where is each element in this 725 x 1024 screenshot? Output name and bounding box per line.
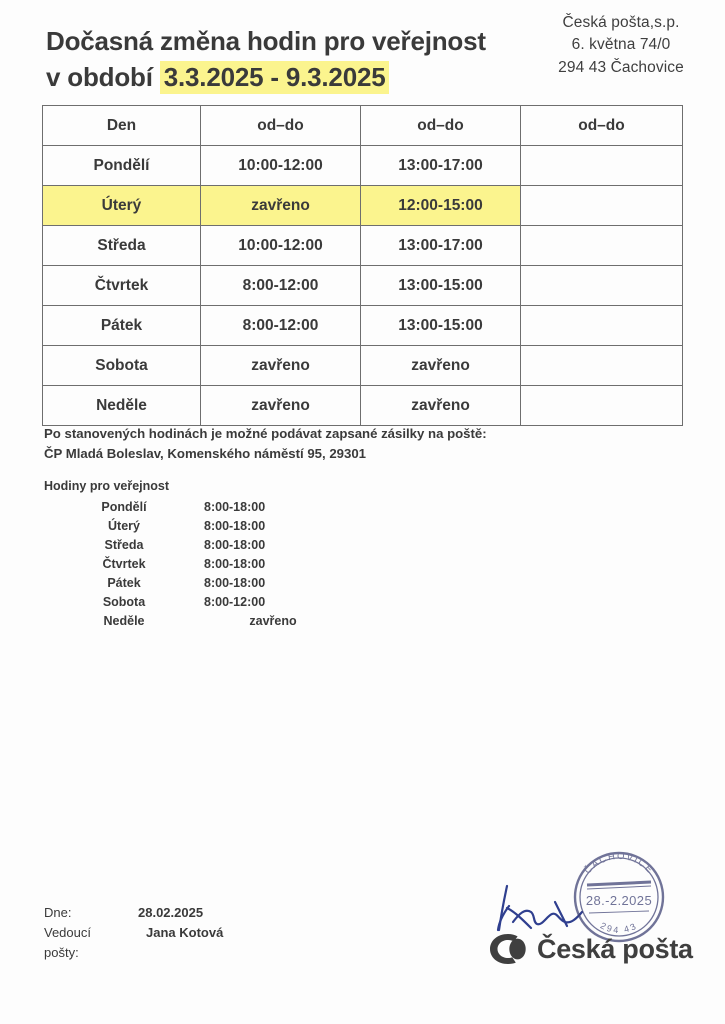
cell-range-3	[521, 186, 683, 226]
regular-hours-day: Neděle	[103, 613, 145, 628]
header-cell-range-3: od–do	[521, 106, 683, 146]
footer-manager-value: Jana Kotová	[146, 925, 224, 941]
regular-hours-time: 8:00-18:00	[204, 518, 266, 533]
cell-day: Neděle	[43, 386, 201, 426]
footer-date-value: 28.02.2025	[138, 905, 204, 920]
table-row	[43, 386, 683, 426]
cell-range-1: zavřeno	[201, 186, 361, 226]
footer-date-row	[44, 903, 223, 923]
footer-manager-row	[44, 923, 223, 963]
title-line-1: Dočasná změna hodin pro veřejnost	[46, 26, 486, 56]
cell-day: Pátek	[43, 306, 201, 346]
cell-range-1: zavřeno	[201, 386, 361, 426]
cell-day: Pondělí	[43, 146, 201, 186]
svg-text:28.-2.2025: 28.-2.2025	[585, 893, 653, 908]
cell-range-2: 13:00-17:00	[361, 146, 521, 186]
svg-text:ČACHOVICE: ČACHOVICE	[582, 850, 656, 877]
header-cell-day: Den	[43, 106, 201, 146]
regular-hours-day: Sobota	[102, 594, 146, 609]
notice-line-2: ČP Mladá Boleslav, Komenského náměstí 95, 29301	[44, 445, 367, 461]
regular-hours-title: Hodiny pro veřejnost	[44, 479, 170, 493]
regular-hours-row	[44, 611, 354, 630]
brand-logo	[488, 932, 693, 966]
footer-block	[44, 903, 223, 963]
cell-range-2: 12:00-15:00	[361, 186, 521, 226]
brand-logo-text: Česká pošta	[537, 933, 693, 964]
cell-range-3	[521, 226, 683, 266]
cell-range-3	[521, 386, 683, 426]
cell-range-3	[521, 146, 683, 186]
table-row	[43, 186, 683, 226]
regular-hours-day: Úterý	[108, 518, 140, 533]
cell-range-3	[521, 346, 683, 386]
title-line-2	[46, 60, 566, 96]
title-period-highlight: 3.3.2025 - 9.3.2025	[160, 61, 390, 94]
postal-horn-icon	[488, 932, 528, 966]
regular-hours-time: 8:00-18:00	[204, 537, 266, 552]
regular-hours-row	[44, 535, 354, 554]
regular-hours-day: Čtvrtek	[102, 556, 146, 571]
regular-hours-time: 8:00-12:00	[204, 594, 266, 609]
footer-date-label: Dne:	[44, 905, 72, 920]
regular-hours-row	[44, 497, 354, 516]
temporary-hours-table	[42, 105, 683, 426]
regular-hours-row	[44, 592, 354, 611]
regular-hours-time: 8:00-18:00	[204, 499, 266, 514]
regular-hours-row	[44, 516, 354, 535]
sender-street: 6. května 74/0	[571, 36, 671, 54]
page-title	[46, 24, 566, 96]
cell-day: Úterý	[43, 186, 201, 226]
regular-hours-day: Pondělí	[101, 499, 147, 514]
table-row	[43, 266, 683, 306]
cell-range-2: 13:00-15:00	[361, 266, 521, 306]
table-row	[43, 306, 683, 346]
header-cell-range-1: od–do	[201, 106, 361, 146]
cell-day: Čtvrtek	[43, 266, 201, 306]
table-body	[43, 146, 683, 426]
notice-line-1: Po stanovených hodinách je možné podávat zapsané zásilky na poště:	[44, 426, 487, 441]
sender-org: Česká pošta,s.p.	[562, 14, 680, 31]
regular-hours-day: Středa	[104, 537, 144, 552]
header-cell-range-2: od–do	[361, 106, 521, 146]
table-header-row	[43, 106, 683, 146]
table-row	[43, 146, 683, 186]
cell-range-2: 13:00-17:00	[361, 226, 521, 266]
cell-range-1: zavřeno	[201, 346, 361, 386]
cell-day: Středa	[43, 226, 201, 266]
cell-range-2: zavřeno	[361, 346, 521, 386]
cell-range-3	[521, 266, 683, 306]
table-row	[43, 346, 683, 386]
cell-range-1: 10:00-12:00	[201, 146, 361, 186]
regular-hours-time: 8:00-18:00	[204, 556, 266, 571]
regular-hours-row	[44, 554, 354, 573]
pickup-notice	[44, 424, 604, 464]
cell-range-2: zavřeno	[361, 386, 521, 426]
regular-hours-time: 8:00-18:00	[204, 575, 266, 590]
cell-range-3	[521, 306, 683, 346]
cell-day: Sobota	[43, 346, 201, 386]
regular-hours-list	[44, 497, 354, 630]
table-row	[43, 226, 683, 266]
title-period-prefix: v období	[46, 61, 160, 92]
cell-range-1: 8:00-12:00	[201, 306, 361, 346]
cell-range-2: 13:00-15:00	[361, 306, 521, 346]
regular-hours-day: Pátek	[107, 575, 141, 590]
sender-city: 294 43 Čachovice	[558, 58, 684, 76]
cell-range-1: 10:00-12:00	[201, 226, 361, 266]
cell-range-1: 8:00-12:00	[201, 266, 361, 306]
footer-manager-label: Vedoucí pošty:	[44, 925, 91, 961]
regular-hours-row	[44, 573, 354, 592]
regular-hours-time: zavřeno	[249, 613, 297, 628]
svg-text:294 43: 294 43	[598, 920, 640, 936]
